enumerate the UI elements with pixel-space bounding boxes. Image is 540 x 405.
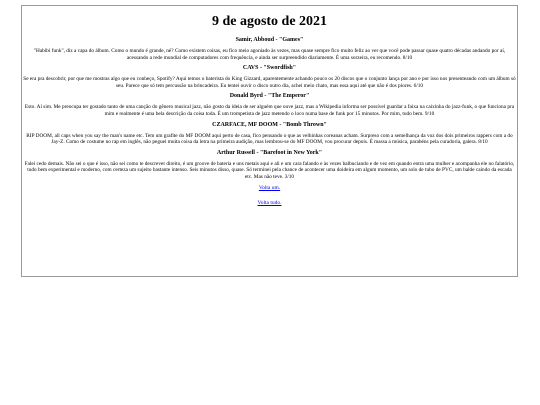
entry-heading: Samir, Abboud - "Games" [235, 37, 304, 43]
back-all-link[interactable]: Volta tudo. [257, 199, 282, 206]
navigation-links [22, 185, 517, 207]
post-container [21, 5, 518, 277]
entry-heading: Donald Byrd - "The Emperor" [229, 93, 310, 100]
review-entry [22, 92, 517, 117]
entry-body: Esto. Aí sim. Me preocupa ter gostado tanto de uma canção do gênero musical jazz, não gosto da ideia de ser alguém que ouve jazz, mas a Wikipedia informa ser possível guardar a faixa na caixinha do jazz-funk, o que funciona pra mim e realmente é uma bela descrição da coisa toda. É um trompetista de jazz metendo o loco numa base de funk por 15 minutos. Por mim, tudo bem. 9/10 [24, 104, 515, 117]
review-entry [22, 36, 517, 61]
back-one-link[interactable]: Volta um. [258, 184, 281, 191]
entry-body: Se era pra descobrir, por que me mostras algo que eu conheço, Spotify? Aqui temos o baterista do King Gizzard, aparentemente achando pouco os 20 discos que o conjunto lança por ano e por isso nos presenteando com um álbum só seu. Parece que só tem percussão na brincadeira. Eu tentei ouvir o disco outro dia, achei meio chato, mas essa aqui até que não é dos piores. 6/10 [23, 76, 516, 89]
entry-body: Falei cedo demais. Não sei o que é isso, não sei como te descrever direito, é um groove de bateria e uns metais aqui e ali e um cara falando e às vezes balbuciando e de vez em quando entra uma mulher e acompanha ele no falatório, tudo bem experimental e moderno, com certeza um sujeito bastante intenso. Seis minutos disso, quase. Só terminei pela chance de acontecer uma doideira em algum momento, um solo de tubo de PVC, um balde caindo da escada etc. Mas não teve. 3/10 [24, 160, 515, 180]
review-entry [22, 64, 517, 89]
entry-body: "Habibi funk", diz a capa do álbum. Como o mundo é grande, né? Como existem coisas, eu fico meio agoniado às vezes, mas quase sempre fico muito feliz ao ver que você pode passar quase quatro décadas andando por aí, acessando a rede mundial de computadores com frequência, e ainda ser surpreendido diariamente. É uma sorzeira, eu recomendo. 8/10 [33, 48, 506, 61]
review-entry [22, 121, 517, 146]
entry-heading: Arthur Russell - "Barefoot in New York" [216, 149, 323, 156]
entry-heading: CAVS - "Swordfish" [242, 65, 297, 72]
review-entry [22, 149, 517, 181]
entry-body: RIP DOOM, all caps when you say the man's name etc. Tem um grafite do MF DOOM aqui perto de casa, fico pensando o que as velhinhas coreanas acham. Surpreso com a semelhança da voz dos dois primeiros rappers com a do Jay-Z. Como de costume no rap em inglês, não peguei muita coisa da letra na primeira audição, mas lembrou-se do MF DOOM, vou procurar depois. É massa a música, parabéns pela curadoria, galera. 8/10 [26, 132, 513, 146]
entry-heading: CZARFACE, MF DOOM - "Bomb Thrown" [212, 121, 327, 128]
page-title: 9 de agosto de 2021 [211, 14, 328, 29]
